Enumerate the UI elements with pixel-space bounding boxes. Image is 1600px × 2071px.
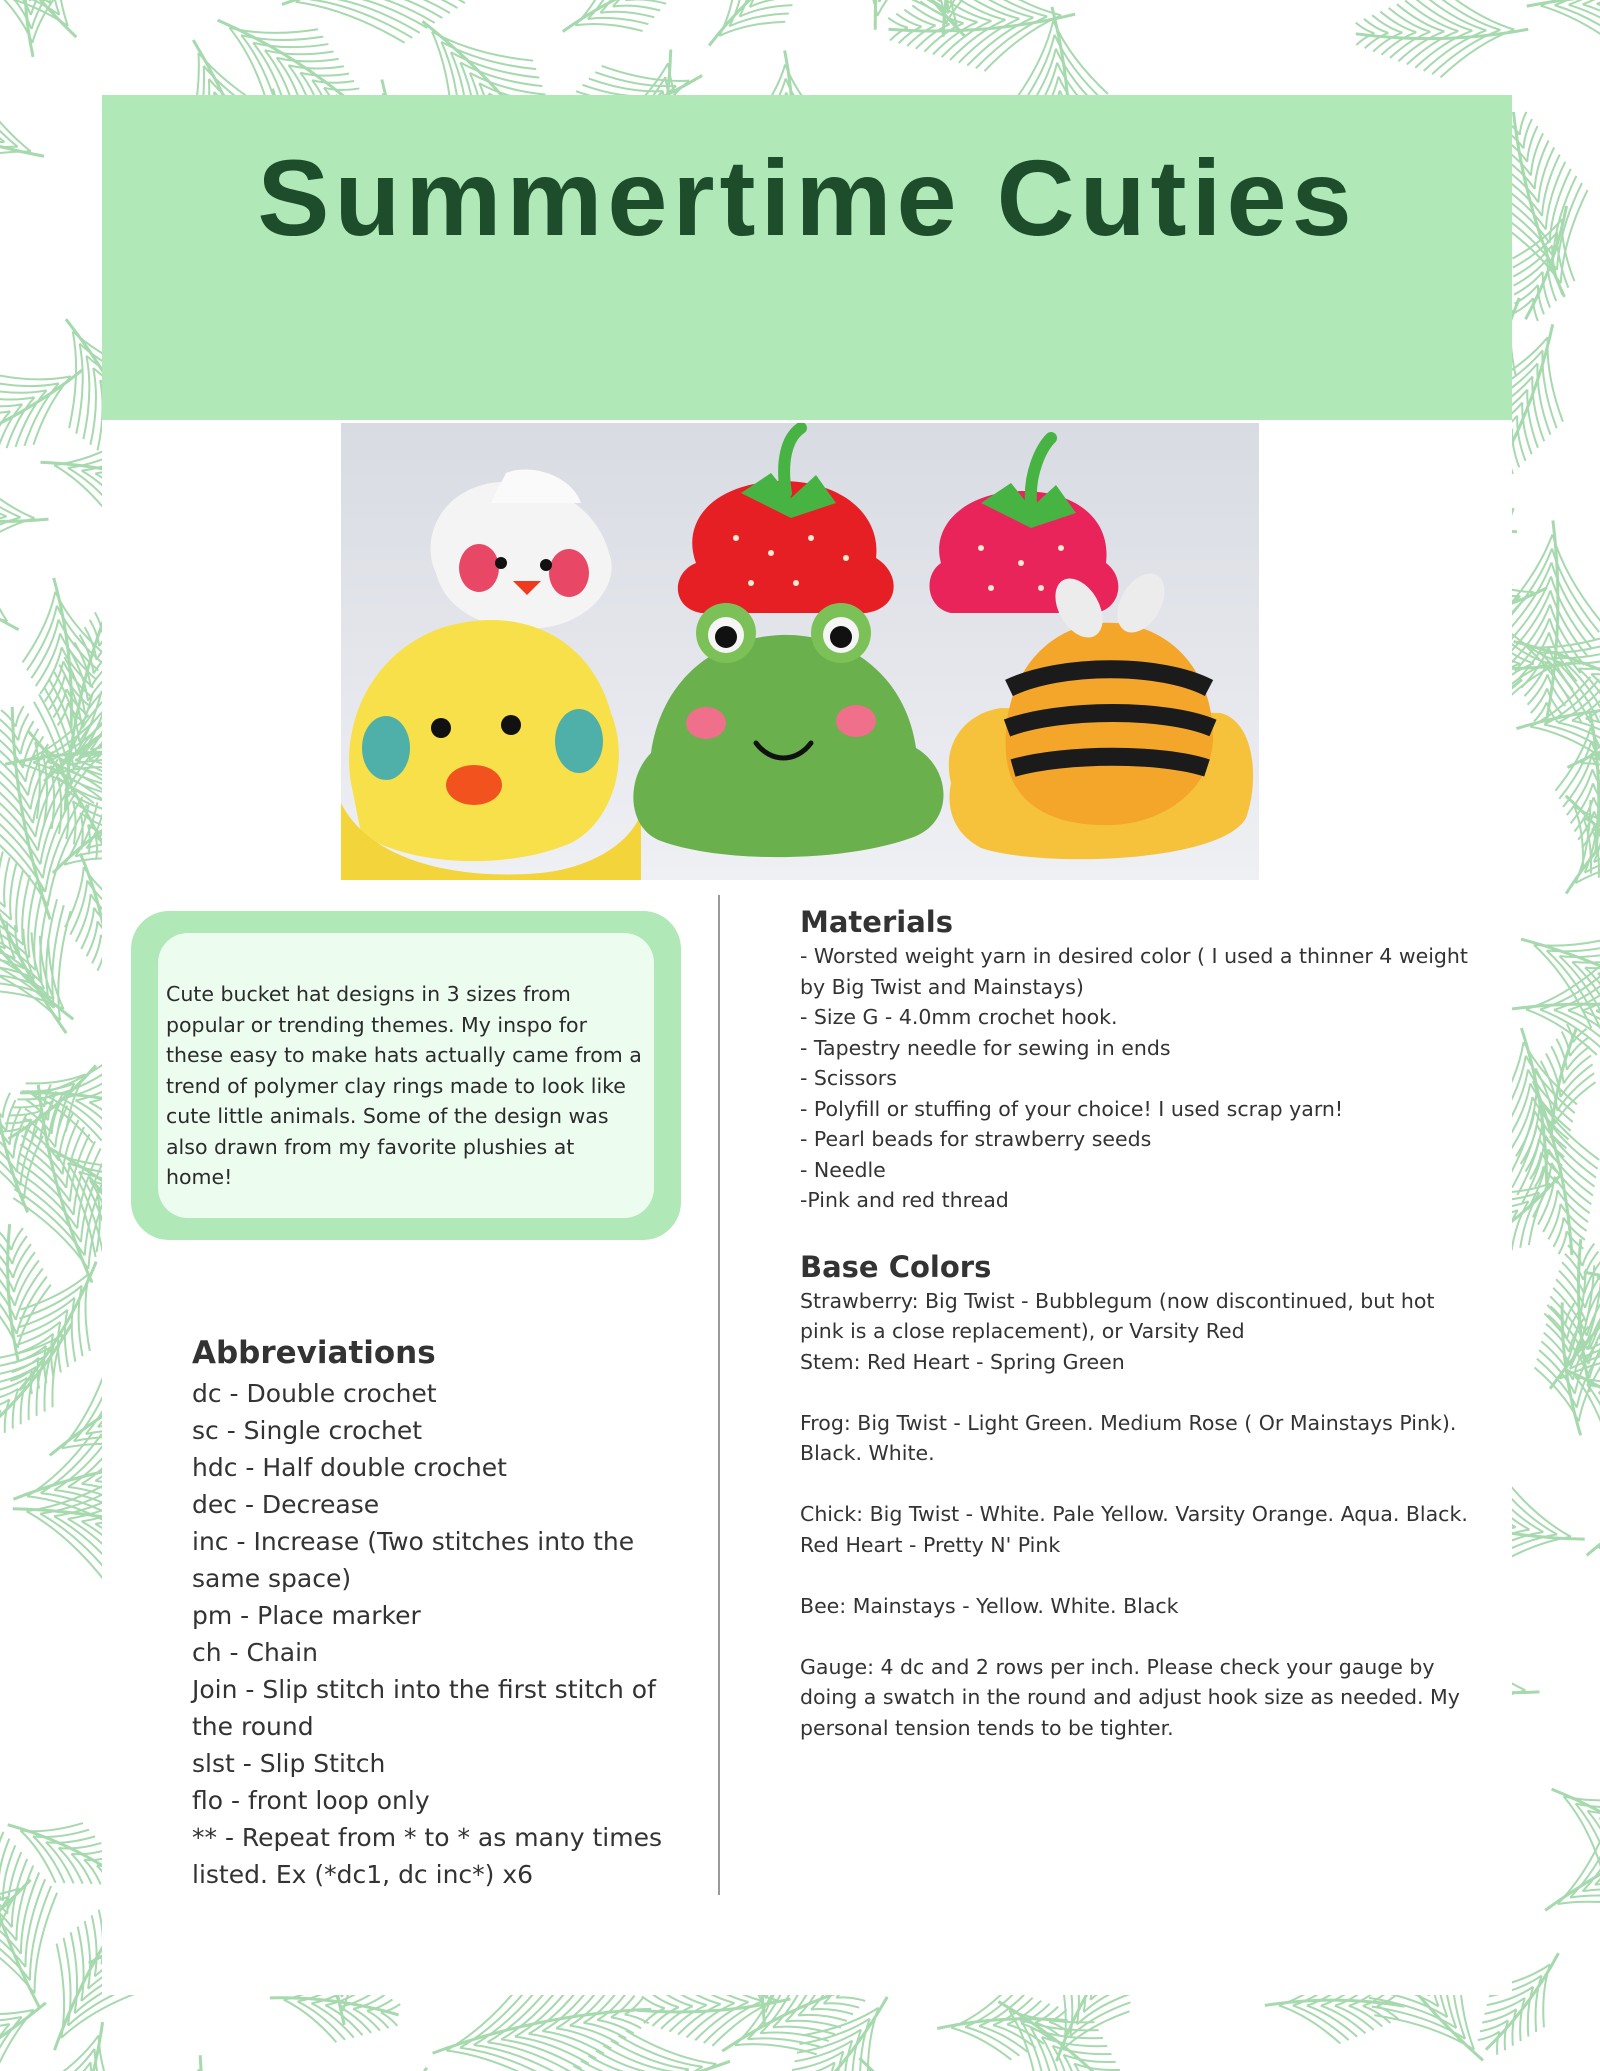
- material-item: - Tapestry needle for sewing in ends: [800, 1035, 1171, 1060]
- header-band: [102, 95, 1512, 420]
- gauge-note: Gauge: 4 dc and 2 rows per inch. Please check your gauge by doing a swatch in the round and adjust hook size as needed. My personal tension tends to be tighter.: [800, 1654, 1460, 1740]
- page-title: Summertime Cuties: [257, 137, 1357, 258]
- base-colors-heading: Base Colors: [800, 1249, 992, 1284]
- abbreviation-item: inc - Increase (Two stitches into the same space): [192, 1527, 635, 1593]
- leaf-frond: [1355, 0, 1530, 80]
- leaf-frond: [547, 0, 695, 63]
- leaf-frond: [120, 2050, 259, 2071]
- material-item: - Polyfill or stuffing of your choice! I used scrap yarn!: [800, 1096, 1344, 1121]
- material-item: - Scissors: [800, 1066, 897, 1090]
- leaf-frond: [1500, 891, 1600, 1069]
- intro-callout: [131, 911, 681, 1240]
- abbreviation-item: pm - Place marker: [192, 1601, 421, 1630]
- crochet-hats-illustration: [341, 423, 1259, 880]
- material-item: - Pearl beads for strawberry seeds: [800, 1127, 1152, 1151]
- abbreviation-item: ch - Chain: [192, 1638, 318, 1667]
- intro-text: Cute bucket hat designs in 3 sizes from popular or trending themes. My inspo for these easy to make hats actually came from a trend of polymer clay rings made to look like cute little animals. Some of the design was also drawn from my favorite plushies at home!: [166, 982, 642, 1189]
- leaf-frond: [1525, 0, 1600, 61]
- leaf-frond: [1533, 741, 1600, 923]
- materials-heading: Materials: [800, 905, 953, 939]
- hats-photo: [341, 423, 1259, 880]
- abbreviation-item: ** - Repeat from * to * as many times listed. Ex (*dc1, dc inc*) x6: [192, 1823, 662, 1889]
- leaf-frond: [0, 811, 118, 1058]
- abbreviations-heading: Abbreviations: [192, 1335, 436, 1371]
- material-item: - Worsted weight yarn in desired color ( I used a thinner 4 weight by Big Twist and Mainstays): [800, 944, 1468, 999]
- frog-colors: Frog: Big Twist - Light Green. Medium Rose ( Or Mainstays Pink). Black. White.: [800, 1410, 1457, 1465]
- leaf-frond: [1562, 1423, 1600, 1596]
- pattern-page: [102, 95, 1512, 1995]
- leaf-frond: [324, 2047, 452, 2071]
- leaf-frond: [533, 2012, 739, 2071]
- abbreviation-item: sc - Single crochet: [192, 1416, 423, 1445]
- strawberry-colors: Strawberry: Big Twist - Bubblegum (now discontinued, but hot pink is a close replacement), or Varsity Red: [800, 1288, 1435, 1343]
- materials-list: [800, 941, 1480, 1216]
- leaf-frond: [0, 467, 51, 561]
- abbreviation-item: Join - Slip stitch into the first stitch of the round: [192, 1675, 656, 1741]
- abbreviation-item: dc - Double crochet: [192, 1379, 437, 1408]
- abbreviation-item: hdc - Half double crochet: [192, 1453, 507, 1482]
- materials-column: [800, 905, 1480, 1743]
- chick-colors-extra: Red Heart - Pretty N' Pink: [800, 1532, 1061, 1557]
- leaf-frond: [0, 1041, 116, 1163]
- leaf-frond: [0, 1842, 60, 2029]
- abbreviation-item: dec - Decrease: [192, 1490, 380, 1519]
- bee-colors: Bee: Mainstays - Yellow. White. Black: [800, 1593, 1179, 1618]
- leaf-frond: [0, 537, 37, 655]
- column-divider: [718, 895, 720, 1895]
- abbreviations-list: [192, 1375, 662, 1893]
- leaf-frond: [685, 0, 828, 71]
- leaf-frond: [0, 0, 65, 59]
- intro-callout-inner: [158, 933, 654, 1218]
- leaf-frond: [1529, 1752, 1600, 1910]
- stem-colors: Stem: Red Heart - Spring Green: [800, 1349, 1125, 1374]
- material-item: - Size G - 4.0mm crochet hook.: [800, 1005, 1118, 1029]
- material-item: -Pink and red thread: [800, 1188, 1009, 1212]
- abbreviation-item: flo - front loop only: [192, 1786, 430, 1815]
- leaf-frond: [0, 0, 119, 69]
- abbreviations-section: [192, 1335, 662, 1893]
- abbreviation-item: slst - Slip Stitch: [192, 1749, 386, 1778]
- chick-colors: Chick: Big Twist - White. Pale Yellow. Varsity Orange. Aqua. Black.: [800, 1502, 1468, 1526]
- leaf-frond: [22, 2011, 140, 2071]
- material-item: - Needle: [800, 1157, 886, 1182]
